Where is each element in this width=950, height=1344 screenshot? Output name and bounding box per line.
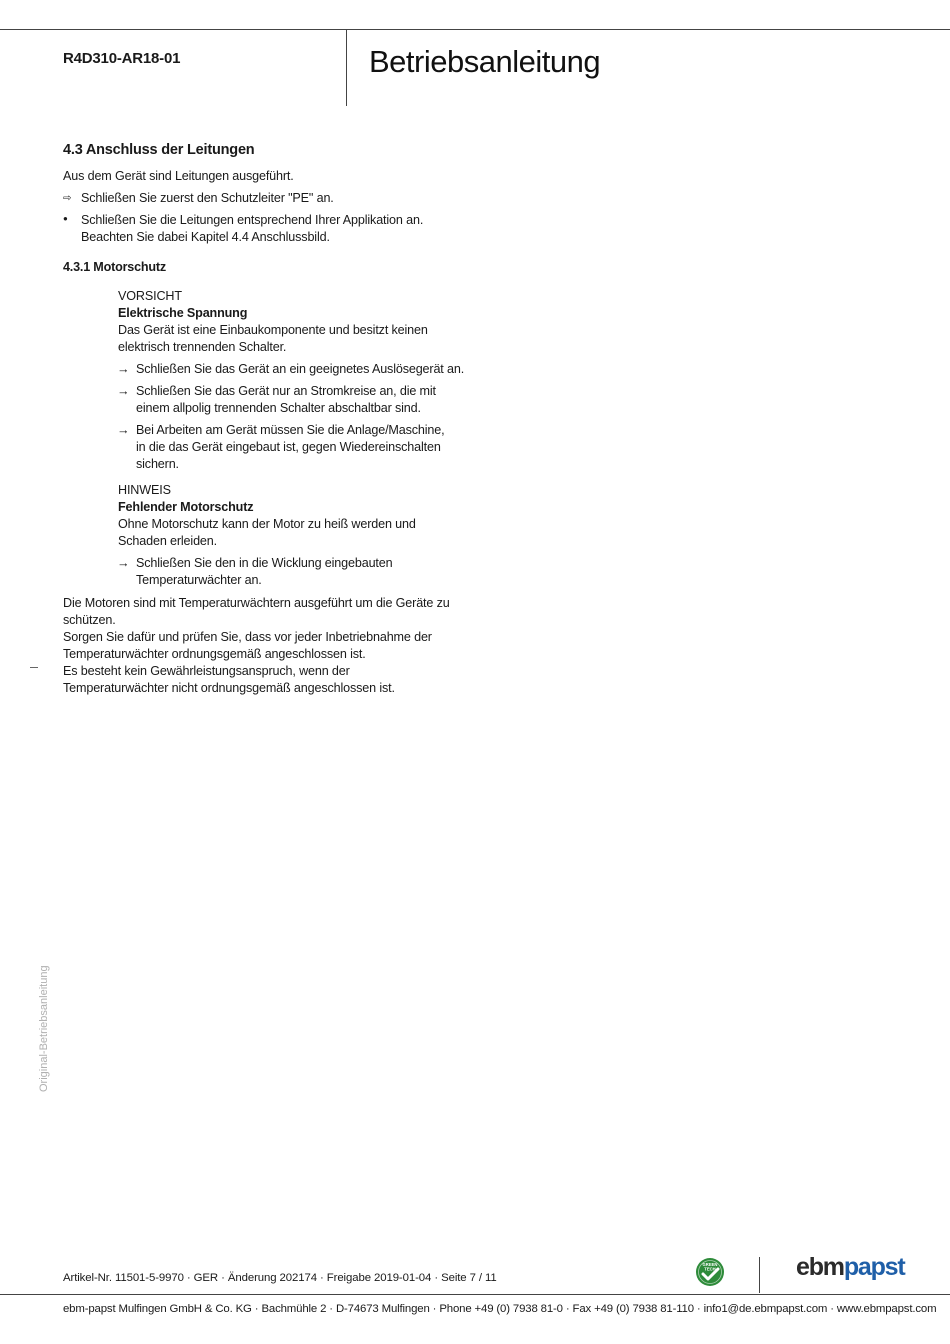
notice-action: Temperaturwächter an. (136, 573, 262, 587)
right-arrow-icon: → (117, 423, 130, 437)
notice-text: Schaden erleiden. (118, 534, 217, 548)
body-line: Die Motoren sind mit Temperaturwächtern ausgeführt um die Geräte zu (63, 596, 450, 610)
ebmpapst-logo (796, 1253, 905, 1282)
subsection-heading: 4.3.1 Motorschutz (63, 260, 166, 274)
fold-mark (30, 667, 38, 668)
caution-action: einem allpolig trennenden Schalter abschaltbar sind. (136, 401, 421, 415)
section-heading: 4.3 Anschluss der Leitungen (63, 142, 255, 158)
section-intro: Aus dem Gerät sind Leitungen ausgeführt. (63, 169, 294, 183)
body-line: Sorgen Sie dafür und prüfen Sie, dass vor jeder Inbetriebnahme der (63, 630, 432, 644)
bullet-icon: ● (63, 214, 68, 223)
right-arrow-icon: → (117, 362, 130, 376)
logo-papst: papst (843, 1253, 905, 1281)
badge-text-tech: TECH (704, 1266, 716, 1272)
caution-action: sichern. (136, 457, 179, 471)
body-line: Es besteht kein Gewährleistungsanspruch, wenn der (63, 664, 350, 678)
caution-action: Schließen Sie das Gerät an ein geeignetes Auslösegerät an. (136, 362, 465, 376)
caution-text: Das Gerät ist eine Einbaukomponente und besitzt keinen (118, 323, 428, 337)
footer-rule (0, 1294, 950, 1295)
caution-action: in die das Gerät eingebaut ist, gegen Wiedereinschalten (136, 440, 441, 454)
header-divider (346, 29, 347, 106)
caution-text: elektrisch trennenden Schalter. (118, 340, 287, 354)
notice-text: Ohne Motorschutz kann der Motor zu heiß werden und (118, 517, 416, 531)
caution-title: Elektrische Spannung (118, 306, 248, 320)
footer-divider (759, 1257, 760, 1293)
document-id: R4D310-AR18-01 (63, 50, 181, 67)
notice-action: Schließen Sie den in die Wicklung eingebauten (136, 556, 393, 570)
step-line: Beachten Sie dabei Kapitel 4.4 Anschlussbild. (81, 230, 330, 244)
document-title: Betriebsanleitung (369, 44, 601, 79)
caution-label: VORSICHT (118, 289, 182, 303)
header-top-rule (0, 29, 950, 30)
article-info: Artikel-Nr. 11501-5-9970 · GER · Änderung 202174 · Freigabe 2019-01-04 · Seite 7 / 11 (63, 1272, 497, 1284)
body-line: schützen. (63, 613, 116, 627)
company-info: ebm-papst Mulfingen GmbH & Co. KG · Bachmühle 2 · D-74673 Mulfingen · Phone +49 (0) 7938 81-0 · Fax +49 (0) 7938 81-110 · info1@de.ebmpapst.com · www.ebmpapst.com (63, 1303, 937, 1315)
notice-label: HINWEIS (118, 483, 171, 497)
badge-text-green: GREEN (702, 1262, 718, 1267)
step-line: Schließen Sie die Leitungen entsprechend Ihrer Applikation an. (81, 213, 424, 227)
caution-action: Schließen Sie das Gerät nur an Stromkreise an, die mit (136, 384, 436, 398)
body-line: Temperaturwächter ordnungsgemäß angeschlossen ist. (63, 647, 366, 661)
green-tech-badge (695, 1257, 725, 1292)
side-label: Original-Betriebsanleitung (38, 965, 50, 1092)
arrow-step-icon: ⇨ (63, 193, 72, 204)
logo-ebm: ebm (796, 1253, 844, 1281)
caution-action: Bei Arbeiten am Gerät müssen Sie die Anlage/Maschine, (136, 423, 445, 437)
right-arrow-icon: → (117, 384, 130, 398)
step-line: Schließen Sie zuerst den Schutzleiter "PE" an. (81, 191, 334, 205)
notice-title: Fehlender Motorschutz (118, 500, 254, 514)
right-arrow-icon: → (117, 556, 130, 570)
green-tech-checkmark-icon (695, 1257, 725, 1287)
body-line: Temperaturwächter nicht ordnungsgemäß angeschlossen ist. (63, 681, 395, 695)
